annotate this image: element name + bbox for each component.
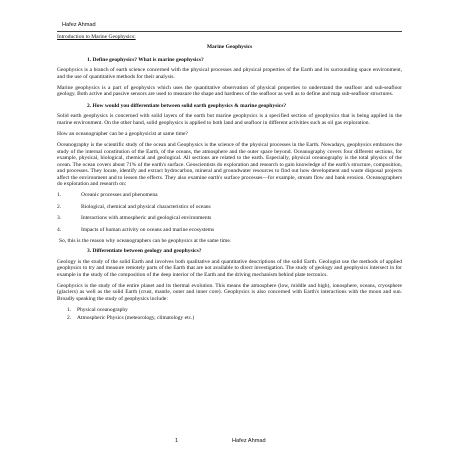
list-item: 2. Biological, chemical and physical characteristics of oceans [57,203,211,210]
geophysics-topics-list [57,307,402,321]
document-title: Marine Geophysics [206,44,253,51]
list-item: 1. Physical oceanography [67,307,128,314]
header-author: Hafez Ahmad [62,22,96,28]
oceanographer-research-list [57,192,402,233]
footer-author: Hafez Ahmad [232,438,266,444]
list-item: 1. Oceanic processes and phenomena [57,192,158,199]
paragraph-geophysics-definition: Geophysics is a branch of earth science concerned with the physical processes and physical properties of the Earth and its surrounding space environment, and the use of quantitative methods for their analysis. [57,67,402,80]
document-body [57,34,402,322]
paragraph-conclusion: So, this is the reason why oceanographers can be geophysics at the same time. [59,237,232,244]
question-1-heading: 1. Define geophysics? What is marine geophysics? [87,56,204,63]
paragraph-oceanographer-question: How an oceanographer can be a geophysicist at same time? [57,131,188,138]
paragraph-geology: Geology is the study of the solid Earth and involves both qualitative and quantitative descriptions of the solid Earth. Geologist use the methods of applied geophysics to try and measure remotely parts of the Earth that are not available to direct investigation. The study of geology and geophysics intersect in for example in the study of the composition of the deep interior of the Earth and the driving mechanism behind plate tectonics. [57,258,402,278]
intro-heading: Introduction to Marine Geophysics: [57,34,136,40]
paragraph-geophysics-scope: Geophysics is the study of the entire planet and its thermal evolution. This means the atmosphere (low, middle and high), ionosphere, oceans, cryosphere (glaciers) as well as the solid Earth (crust, mantle, outer and inner core). Geophysics is also concerned with Earth's interactions with the moon and sun. Broadly speaking the study of geophysics include: [57,282,402,302]
question-3-heading: 3. Differentiate between geology and geophysics? [87,248,202,255]
page-number: 1 [175,438,179,444]
paragraph-marine-geophysics: Marine geophysics is a part of geophysics which uses the quantitative observation of physical properties to understand the seafloor and sub-seafloor geology. Both active and passive sensors are used to measure the shape and hardness of the seafloor as well as to define and map sub-seafloor structures. [57,85,402,98]
list-item: 2. Atmospheric Physics (meteorology, climatology etc.) [67,314,195,321]
question-2-heading: 2. How would you differentiate between solid earth geophysics & marine geophysics? [87,102,287,109]
header-rule [57,31,402,32]
paragraph-solid-earth: Solid earth geophysics is concerned with solid layers of the earth but marine geophysics is a specified section of geophysics that is being applied in the marine environment. On the other hand, solid geophysics is applied to both land and seafloor in different activities such as oil gas exploration. [57,113,402,126]
paragraph-oceanography: Oceanography is the scientific study of the ocean and Geophysics is the science of the physical processes in the Earth. Nowadays, geophysics embraces the study of the internal constitution of the Earth, of the oceans, the atmosphere and the outer space beyond. Oceanography covers four different sections, for example, physical, biological, chemical and geological. All sections are related to the earth. Especially, physical oceanography is the total physics of the ocean. The ocean covers about 71% of the earth's surface. Geoscientists do exploration and research to gain knowledge of the earth's structure, composition, and processes. They locate, identify and extract hydrocarbon, mineral and groundwater resources to find out how development and waste disposal projects affect the environment and to lessen the effects. They also examine earth's surface processes—for example, stream flow and bank erosion. Oceanographers do exploration and research on: [57,142,402,187]
list-item: 4. Impacts of human activity on oceans and marine ecosystems [57,226,215,233]
list-item: 3. Interactions with atmospheric and geological environments [57,215,212,222]
